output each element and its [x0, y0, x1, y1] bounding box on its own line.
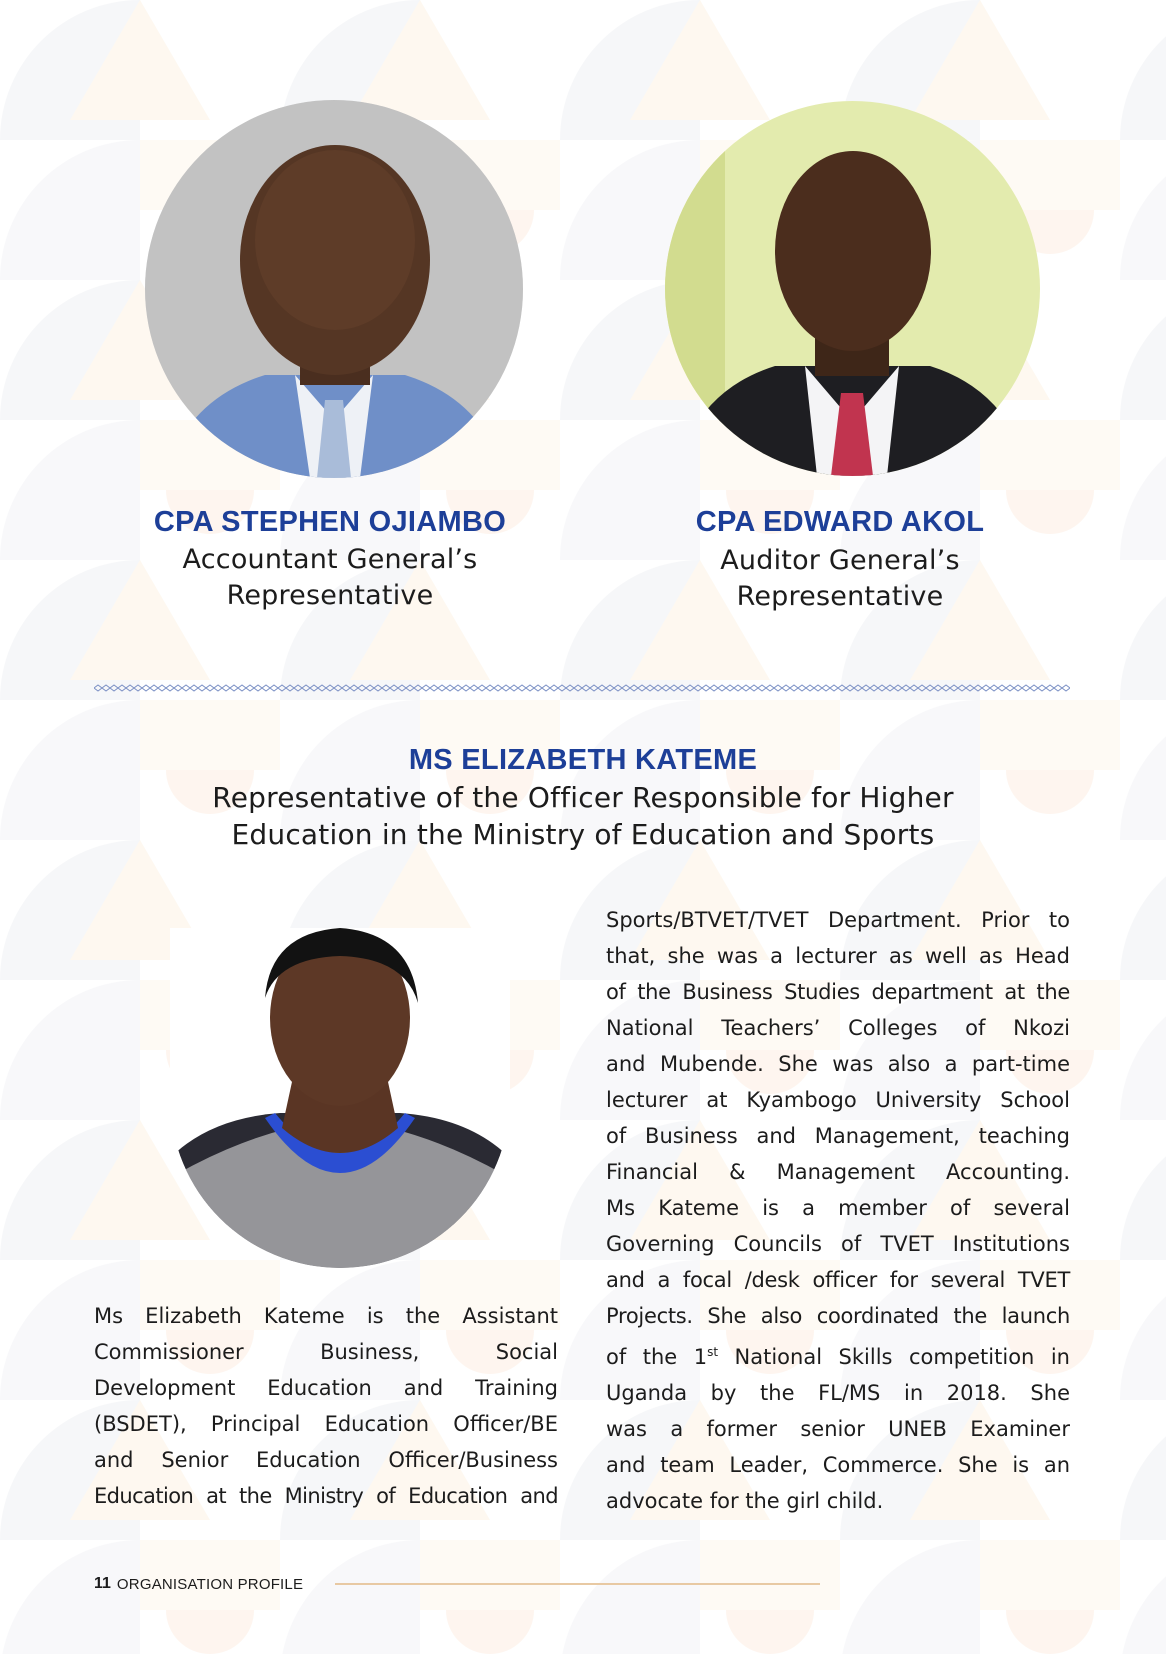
person-name-ojiambo: CPA STEPHEN OJIAMBO	[153, 506, 507, 538]
bio-right-line: of the Business Studies department at the	[606, 980, 1070, 1004]
bio-right-line: advocate for the girl child.	[606, 1489, 884, 1513]
bio-left-line: Ms Elizabeth Kateme is the Assistant	[94, 1304, 558, 1328]
bio-right-line: Ms Kateme is a member of several	[606, 1196, 1070, 1220]
bio-right-column	[606, 902, 1070, 1519]
featured-role-line2: Education in the Ministry of Education and Sports	[231, 818, 935, 851]
bio-left-line: and Senior Education Officer/Business	[94, 1448, 558, 1472]
featured-role-line1: Representative of the Officer Responsible for Higher	[212, 781, 954, 814]
ordinal-superscript: st	[707, 1345, 719, 1359]
featured-name: MS ELIZABETH KATEME	[408, 744, 758, 776]
section-divider	[94, 684, 1070, 692]
bio-right-line: that, she was a lecturer as well as Head	[606, 944, 1070, 968]
person-role-line2-ojiambo: Representative	[226, 580, 434, 611]
person-role-line2-akol: Representative	[736, 581, 944, 612]
bio-right-line: and a focal /desk officer for several TVET	[606, 1268, 1070, 1292]
bio-right-line: was a former senior UNEB Examiner	[606, 1417, 1070, 1441]
bio-right-line: Governing Councils of TVET Institutions	[606, 1232, 1070, 1256]
bio-right-line-post: National Skills competition in	[718, 1345, 1070, 1369]
bio-right-line: Projects. She also coordinated the launch	[606, 1304, 1070, 1328]
bio-left-line: Education at the Ministry of Education and	[94, 1484, 558, 1508]
bio-right-line-superscript	[606, 1334, 1070, 1375]
portrait-photo-akol	[665, 101, 1040, 476]
section-label: ORGANISATION PROFILE	[116, 1575, 304, 1593]
bio-right-line: lecturer at Kyambogo University School	[606, 1088, 1070, 1112]
bio-right-line: of Business and Management, teaching	[606, 1124, 1070, 1148]
bio-right-line: and Mubende. She was also a part-time	[606, 1052, 1070, 1076]
bio-left-line: Development Education and Training	[94, 1376, 558, 1400]
bio-right-line: National Teachers’ Colleges of Nkozi	[606, 1016, 1070, 1040]
bio-right-line: Financial & Management Accounting.	[606, 1160, 1070, 1184]
page-number: 11	[94, 1575, 111, 1592]
page-footer	[94, 1572, 303, 1596]
bio-right-line: Uganda by the FL/MS in 2018. She	[606, 1381, 1070, 1405]
bio-left-line: (BSDET), Principal Education Officer/BE	[94, 1412, 558, 1436]
footer-rule	[335, 1583, 820, 1585]
portrait-photo-ojiambo	[145, 100, 523, 478]
person-role-line1-ojiambo: Accountant General’s	[182, 544, 478, 575]
bio-right-line: and team Leader, Commerce. She is an	[606, 1453, 1070, 1477]
person-role-line1-akol: Auditor General’s	[720, 545, 960, 576]
person-name-akol: CPA EDWARD AKOL	[695, 506, 985, 538]
bio-left-column	[94, 1298, 558, 1514]
bio-right-line: Sports/BTVET/TVET Department. Prior to	[606, 908, 1070, 932]
portrait-photo-kateme	[170, 928, 510, 1268]
bio-left-line: Commissioner Business, Social	[94, 1340, 558, 1364]
bio-right-line-pre: of the 1	[606, 1345, 708, 1369]
